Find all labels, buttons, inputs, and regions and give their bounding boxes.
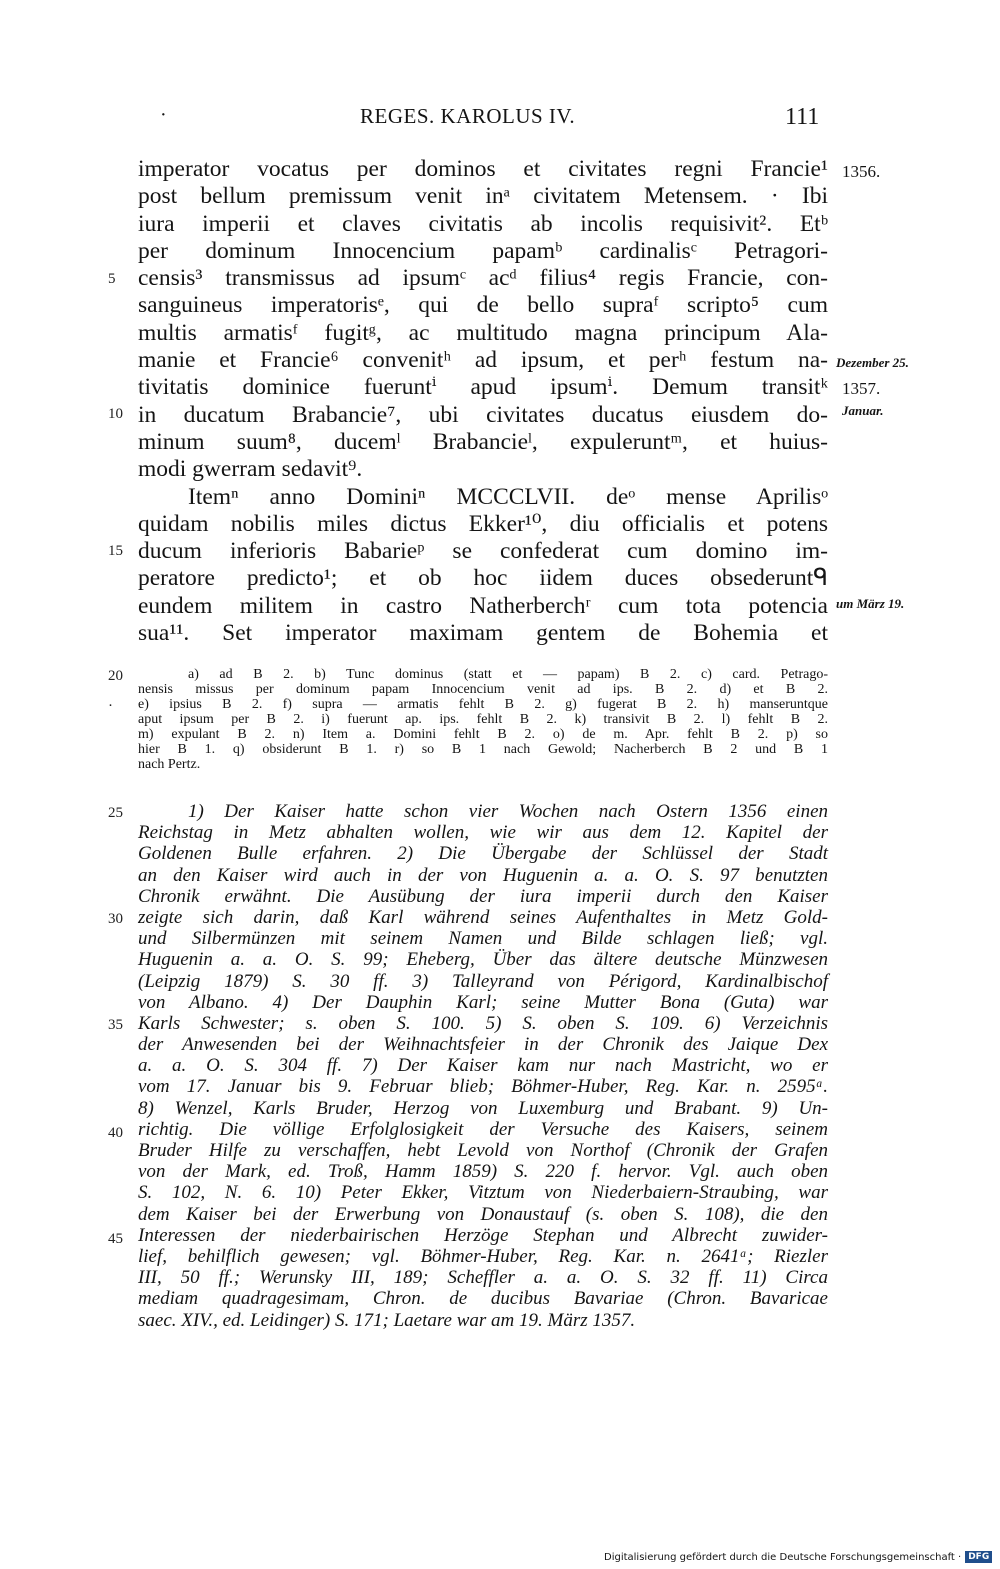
main-line: ducum inferioris Babarieᵖ se confederat cum domino im-: [138, 538, 828, 565]
note-line: 1) Der Kaiser hatte schon vier Wochen nach Ostern 1356 einen: [188, 801, 828, 822]
note-line: Goldenen Bulle erfahren. 2) Die Übergabe der Schlüssel der Stadt: [138, 843, 828, 865]
dfg-logo: DFG: [965, 1551, 992, 1563]
line-number: 45: [108, 1231, 123, 1247]
note-line: Interessen der niederbairischen Herzöge Stephan und Albrecht zuwider-: [138, 1224, 828, 1246]
main-line: post bellum premissum venit inᵃ civitatem Metensem. · Ibi: [138, 183, 828, 210]
main-line: sanguineus imperatorisᵉ, qui de bello supraᶠ scripto⁵ cum: [138, 292, 828, 319]
main-line: multis armatisᶠ fugitᵍ, ac multitudo magna principum Ala-: [138, 319, 828, 346]
footer-text: Digitalisierung gefördert durch die Deutsche Forschungsgemeinschaft ·: [604, 1551, 962, 1563]
apparatus-line: e) ipsius B 2. f) supra — armatis fehlt B 2. g) fugerat B 2. h) manseruntque: [138, 697, 828, 712]
line-number: 20: [108, 668, 123, 684]
line-number: 35: [108, 1017, 123, 1033]
note-line: von Albano. 4) Der Dauphin Karl; seine Mutter Bona (Guta) war: [138, 991, 828, 1013]
main-line: eundem militem in castro Natherberchʳ cum tota potencia: [138, 592, 828, 619]
main-line: iura imperii et claves civitatis ab incolis requisivit². Etᵇ: [138, 210, 828, 237]
page-number: 111: [785, 104, 820, 130]
main-text: [138, 156, 828, 647]
main-line: peratore predicto¹; et ob hoc iidem duces obsederuntᑫ: [138, 565, 828, 592]
note-line: zeigte sich darin, daß Karl während seines Aufenthaltes in Metz Gold-: [138, 906, 828, 928]
line-number: 15: [108, 543, 123, 559]
note-line: (Leipzig 1879) S. 30 ff. 3) Talleyrand von Périgord, Kardinalbischof: [138, 970, 828, 992]
note-line: von der Mark, ed. Troß, Hamm 1859) S. 220 f. hervor. Vgl. auch oben: [138, 1161, 828, 1183]
note-line: 8) Wenzel, Karls Bruder, Herzog von Luxemburg und Brabant. 9) Un-: [138, 1097, 828, 1119]
apparatus-line: hier B 1. q) obsiderunt B 1. r) so B 1 nach Gewold; Nacherberch B 2 und B 1: [138, 742, 828, 757]
line-number: ·: [108, 698, 113, 714]
note-line: III, 50 ff.; Werunsky III, 189; Scheffler a. a. O. S. 32 ff. 11) Circa: [138, 1267, 828, 1289]
main-line: sua¹¹. Set imperator maximam gentem de Bohemia et: [138, 620, 828, 647]
line-number: 25: [108, 805, 123, 821]
explanatory-notes: [138, 801, 828, 1331]
apparatus-line: a) ad B 2. b) Tunc dominus (statt et — papam) B 2. c) card. Petrago-: [188, 667, 828, 682]
main-line: tivitatis dominice fueruntⁱ apud ipsumⁱ. Demum transitᵏ: [138, 374, 828, 401]
note-line: saec. XIV., ed. Leidinger) S. 171; Laetare war am 19. März 1357.: [138, 1309, 636, 1331]
note-line: a. a. O. S. 304 ff. 7) Der Kaiser kam nur nach Mastricht, wo er: [138, 1055, 828, 1077]
running-head: [0, 104, 1000, 134]
margin-date: Januar.: [842, 403, 884, 418]
note-line: Reichstag in Metz abhalten wollen, wie wir aus dem 12. Kapitel der: [138, 822, 828, 844]
header-dot: ·: [160, 104, 167, 126]
apparatus-line: aput ipsum per B 2. i) fuerunt ap. ips. fehlt B 2. k) transivit B 2. l) fehlt B 2.: [138, 712, 828, 727]
note-line: vom 17. Januar bis 9. Februar blieb; Böhmer-Huber, Reg. Kar. n. 2595ᵃ.: [138, 1076, 828, 1098]
main-line: quidam nobilis miles dictus Ekker¹⁰, diu officialis et potens: [138, 510, 828, 537]
note-line: an den Kaiser wird auch in der von Huguenin a. a. O. S. 97 benutzten: [138, 864, 828, 886]
main-line: in ducatum Brabancie⁷, ubi civitates ducatus eiusdem do-: [138, 401, 828, 428]
line-number: 5: [108, 271, 116, 287]
main-line: censis³ transmissus ad ipsumᶜ acᵈ filius⁴ regis Francie, con-: [138, 265, 828, 292]
note-line: richtig. Die völlige Erfolglosigkeit der Versuche des Kaisers, seinem: [138, 1118, 828, 1140]
margin-date: 1356.: [842, 162, 881, 181]
note-line: dem Kaiser bei der Erwerbung von Donaustauf (s. oben S. 108), die den: [138, 1203, 828, 1225]
main-line: imperator vocatus per dominos et civitates regni Francie¹: [138, 156, 828, 182]
line-number: 40: [108, 1125, 123, 1141]
main-line: minum suum⁸, ducemˡ Brabancieˡ, expuleruntᵐ, et huius-: [138, 428, 828, 455]
main-line: Itemⁿ anno Dominiⁿ MCCCLVII. deᵒ mense Aprilisᵒ: [188, 483, 828, 510]
line-number: 10: [108, 406, 123, 422]
note-line: Bruder Hilfe zu verschaffen, hebt Levold von Northof (Chronik der Grafen: [138, 1140, 828, 1161]
apparatus-line: nensis missus per dominum papam Innocencium venit ad ips. B 2. d) et B 2.: [138, 682, 828, 697]
margin-date: 1357.: [842, 379, 881, 398]
note-line: Karls Schwester; s. oben S. 100. 5) S. oben S. 109. 6) Verzeichnis: [138, 1012, 828, 1034]
main-line: modi gwerram sedavit⁹.: [138, 456, 363, 483]
margin-date: Dezember 25.: [836, 355, 909, 370]
apparatus-line: nach Pertz.: [138, 757, 201, 772]
note-line: Huguenin a. a. O. S. 99; Eheberg, Über das ältere deutsche Münzwesen: [138, 949, 828, 971]
critical-apparatus: [138, 667, 828, 772]
running-title: REGES. KAROLUS IV.: [360, 104, 576, 128]
margin-date: um März 19.: [836, 596, 905, 611]
note-line: S. 102, N. 6. 10) Peter Ekker, Vitztum von Niederbaiern-Straubing, war: [138, 1182, 828, 1204]
digitization-footer: [604, 1549, 994, 1565]
note-line: lief, behilflich gewesen; vgl. Böhmer-Huber, Reg. Kar. n. 2641ᵃ; Riezler: [138, 1245, 828, 1267]
main-line: manie et Francie⁶ convenitʰ ad ipsum, et perʰ festum na-: [138, 347, 828, 374]
note-line: Chronik erwähnt. Die Ausübung der iura imperii durch den Kaiser: [138, 885, 828, 907]
note-line: und Silbermünzen mit seinem Namen und Bilde schlagen ließ; vgl.: [138, 928, 828, 950]
main-line: per dominum Innocencium papamᵇ cardinalisᶜ Petragori-: [138, 237, 828, 264]
line-number: 30: [108, 911, 123, 927]
note-line: der Anwesenden bei der Weihnachtsfeier in der Chronik des Jaique Dex: [138, 1034, 828, 1056]
apparatus-line: m) expulant B 2. n) Item a. Domini fehlt B 2. o) de m. Apr. fehlt B 2. p) so: [138, 727, 828, 742]
note-line: mediam quadragesimam, Chron. de ducibus Bavariae (Chron. Bavaricae: [138, 1288, 828, 1310]
